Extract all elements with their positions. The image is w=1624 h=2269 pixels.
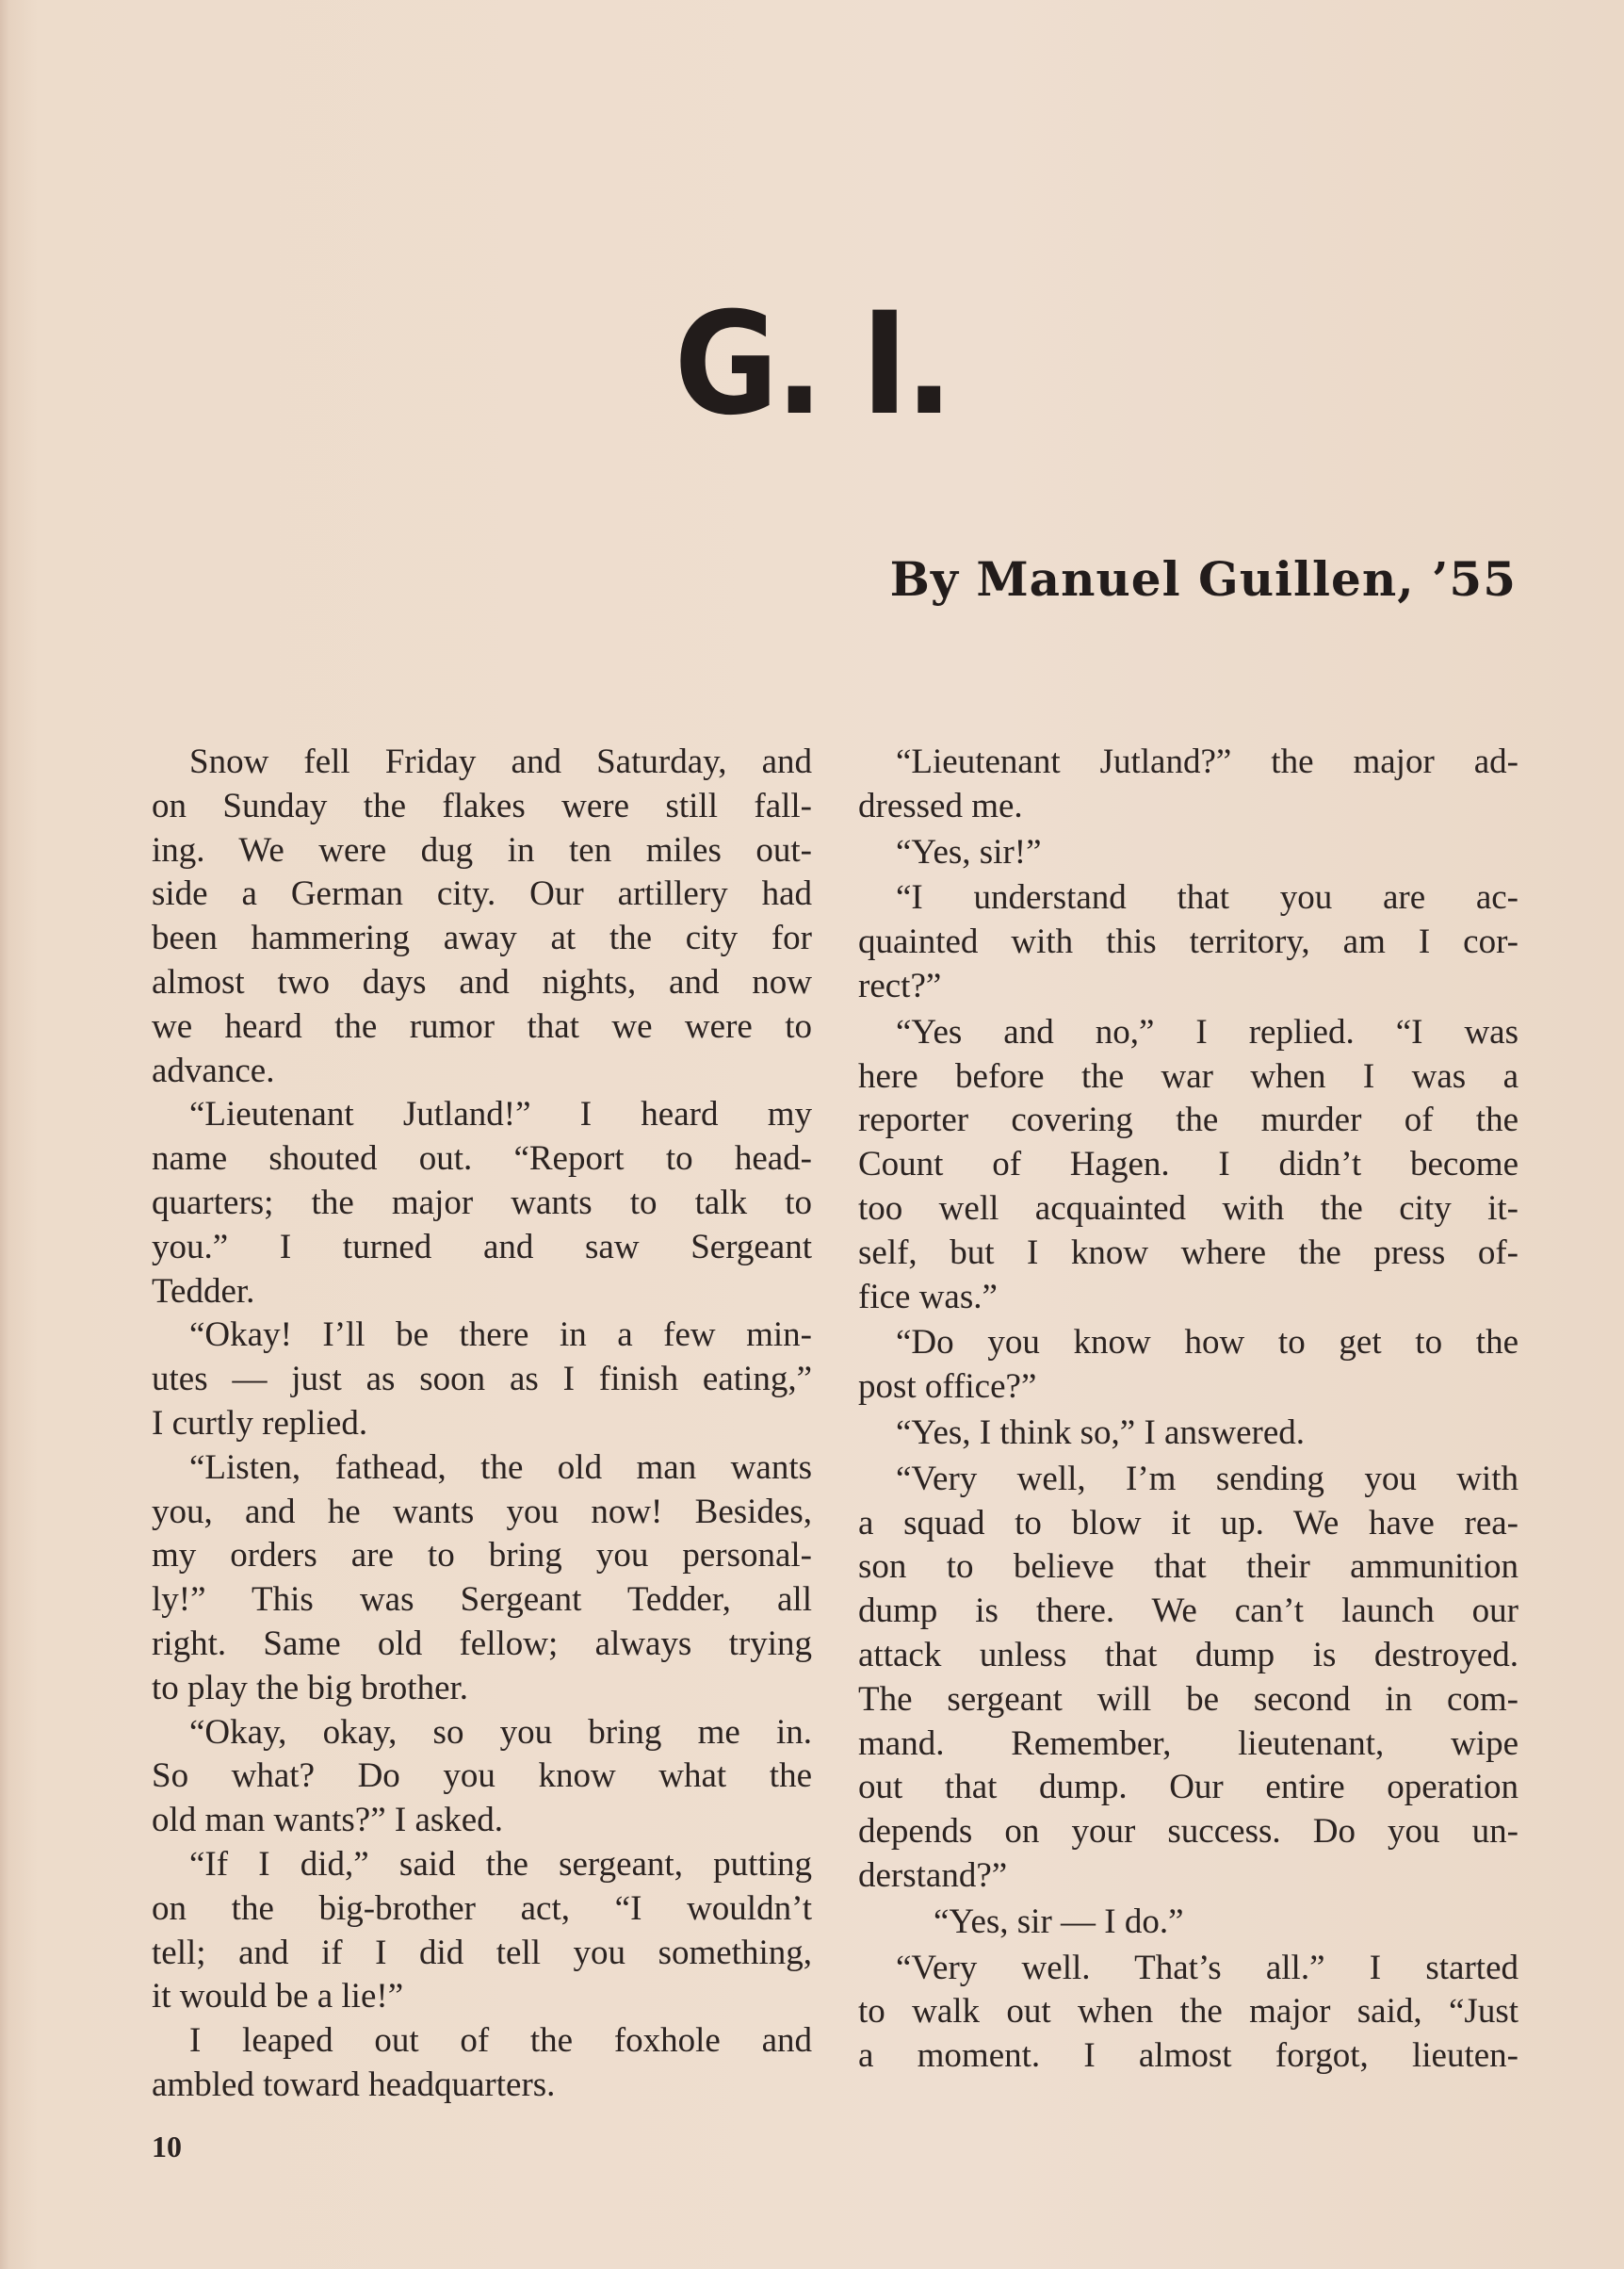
text-line: “Very well. That’s all.” I started xyxy=(896,1948,1518,1987)
text-line: to play the big brother. xyxy=(152,1668,469,1707)
text-line: quainted with this territory, am I cor- xyxy=(858,922,1518,962)
paragraph xyxy=(152,1314,812,1445)
text-line: you, and he wants you now! Besides, xyxy=(152,1492,812,1531)
story-title: G. I. xyxy=(674,283,950,447)
text-line: a moment. I almost forgot, lieuten- xyxy=(858,2036,1518,2076)
text-line: “Yes, I think so,” I answered. xyxy=(896,1412,1305,1452)
text-line: Snow fell Friday and Saturday, and xyxy=(189,743,812,781)
text-line: almost two days and nights, and now xyxy=(152,962,812,1002)
text-line: ing. We were dug in ten miles out- xyxy=(152,830,812,870)
text-line: on the big-brother act, “I wouldn’t xyxy=(152,1888,812,1928)
text-line: utes — just as soon as I finish eating,” xyxy=(152,1360,812,1399)
paragraph xyxy=(152,2019,812,2108)
text-line: “Very well, I’m sending you with xyxy=(896,1459,1518,1498)
text-line: right. Same old fellow; always trying xyxy=(152,1624,812,1663)
author-byline: By Manuel Guillen, ’55 xyxy=(889,551,1517,607)
text-line: self, but I know where the press of- xyxy=(858,1232,1518,1272)
page-number: 10 xyxy=(152,2130,182,2163)
text-line: a squad to blow it up. We have rea- xyxy=(858,1503,1518,1543)
text-line: quarters; the major wants to talk to xyxy=(152,1183,812,1222)
text-line: it would be a lie!” xyxy=(152,1977,404,2016)
text-line: “Yes, sir — I do.” xyxy=(934,1902,1184,1941)
paragraph xyxy=(858,831,1518,875)
text-line: dressed me. xyxy=(858,786,1023,825)
paragraph xyxy=(152,1711,812,1843)
text-line: my orders are to bring you personal- xyxy=(152,1536,812,1575)
text-line: Tedder. xyxy=(152,1271,255,1311)
text-line: “Yes, sir!” xyxy=(896,832,1042,872)
text-line: Count of Hagen. I didn’t become xyxy=(858,1145,1518,1184)
text-line: old man wants?” I asked. xyxy=(152,1801,503,1840)
text-line: “Lieutenant Jutland!” I heard my xyxy=(189,1095,812,1134)
right-column xyxy=(858,741,1518,2081)
text-line: fice was.” xyxy=(858,1277,998,1316)
text-line: too well acquainted with the city it- xyxy=(858,1188,1518,1228)
paragraph xyxy=(152,741,812,1093)
text-line: to walk out when the major said, “Just xyxy=(858,1992,1518,2032)
text-line: you.” I turned and saw Sergeant xyxy=(152,1227,812,1266)
left-column xyxy=(152,741,812,2108)
text-line: “If I did,” said the sergeant, putting xyxy=(189,1844,812,1884)
text-line: advance. xyxy=(152,1051,275,1090)
text-line: tell; and if I did tell you something, xyxy=(152,1933,812,1972)
text-line: side a German city. Our artillery had xyxy=(152,874,812,914)
paragraph xyxy=(858,1011,1518,1320)
text-line: I leaped out of the foxhole and xyxy=(189,2021,812,2061)
paragraph xyxy=(858,1412,1518,1456)
text-line: rect?” xyxy=(858,966,942,1005)
paragraph xyxy=(858,1321,1518,1410)
text-line: on Sunday the flakes were still fall- xyxy=(152,786,812,825)
text-line: ly!” This was Sergeant Tedder, all xyxy=(152,1580,812,1620)
text-line: “Yes and no,” I replied. “I was xyxy=(896,1012,1518,1052)
paragraph xyxy=(152,1093,812,1314)
text-line: “Okay, okay, so you bring me in. xyxy=(189,1712,812,1752)
paragraph xyxy=(858,1901,1518,1945)
text-line: here before the war when I was a xyxy=(858,1056,1518,1096)
text-line: I curtly replied. xyxy=(152,1403,368,1443)
text-line: “I understand that you are ac- xyxy=(896,878,1518,918)
text-line: derstand?” xyxy=(858,1855,1008,1895)
text-line: out that dump. Our entire operation xyxy=(858,1768,1518,1807)
text-line: “Listen, fathead, the old man wants xyxy=(189,1447,812,1487)
text-line: we heard the rumor that we were to xyxy=(152,1006,812,1046)
text-line: name shouted out. “Report to head- xyxy=(152,1139,812,1179)
text-line: post office?” xyxy=(858,1367,1037,1407)
text-line: been hammering away at the city for xyxy=(152,919,812,958)
text-line: mand. Remember, lieutenant, wipe xyxy=(858,1723,1518,1763)
text-line: attack unless that dump is destroyed. xyxy=(858,1635,1518,1674)
text-line: ambled toward headquarters. xyxy=(152,2065,556,2104)
text-line: “Do you know how to get to the xyxy=(896,1323,1518,1363)
paragraph xyxy=(152,1843,812,2019)
text-line: The sergeant will be second in com- xyxy=(858,1679,1518,1719)
paragraph xyxy=(858,876,1518,1008)
text-line: So what? Do you know what the xyxy=(152,1756,812,1796)
text-line: “Okay! I’ll be there in a few min- xyxy=(189,1315,812,1355)
text-line: dump is there. We can’t launch our xyxy=(858,1592,1518,1631)
text-line: reporter covering the murder of the xyxy=(858,1101,1518,1140)
paragraph xyxy=(858,1947,1518,2079)
paragraph xyxy=(152,1446,812,1711)
paragraph xyxy=(858,1458,1518,1899)
text-line: depends on your success. Do you un- xyxy=(858,1812,1518,1852)
text-line: son to believe that their ammunition xyxy=(858,1547,1518,1587)
text-line: “Lieutenant Jutland?” the major ad- xyxy=(896,743,1518,781)
paragraph xyxy=(858,741,1518,829)
